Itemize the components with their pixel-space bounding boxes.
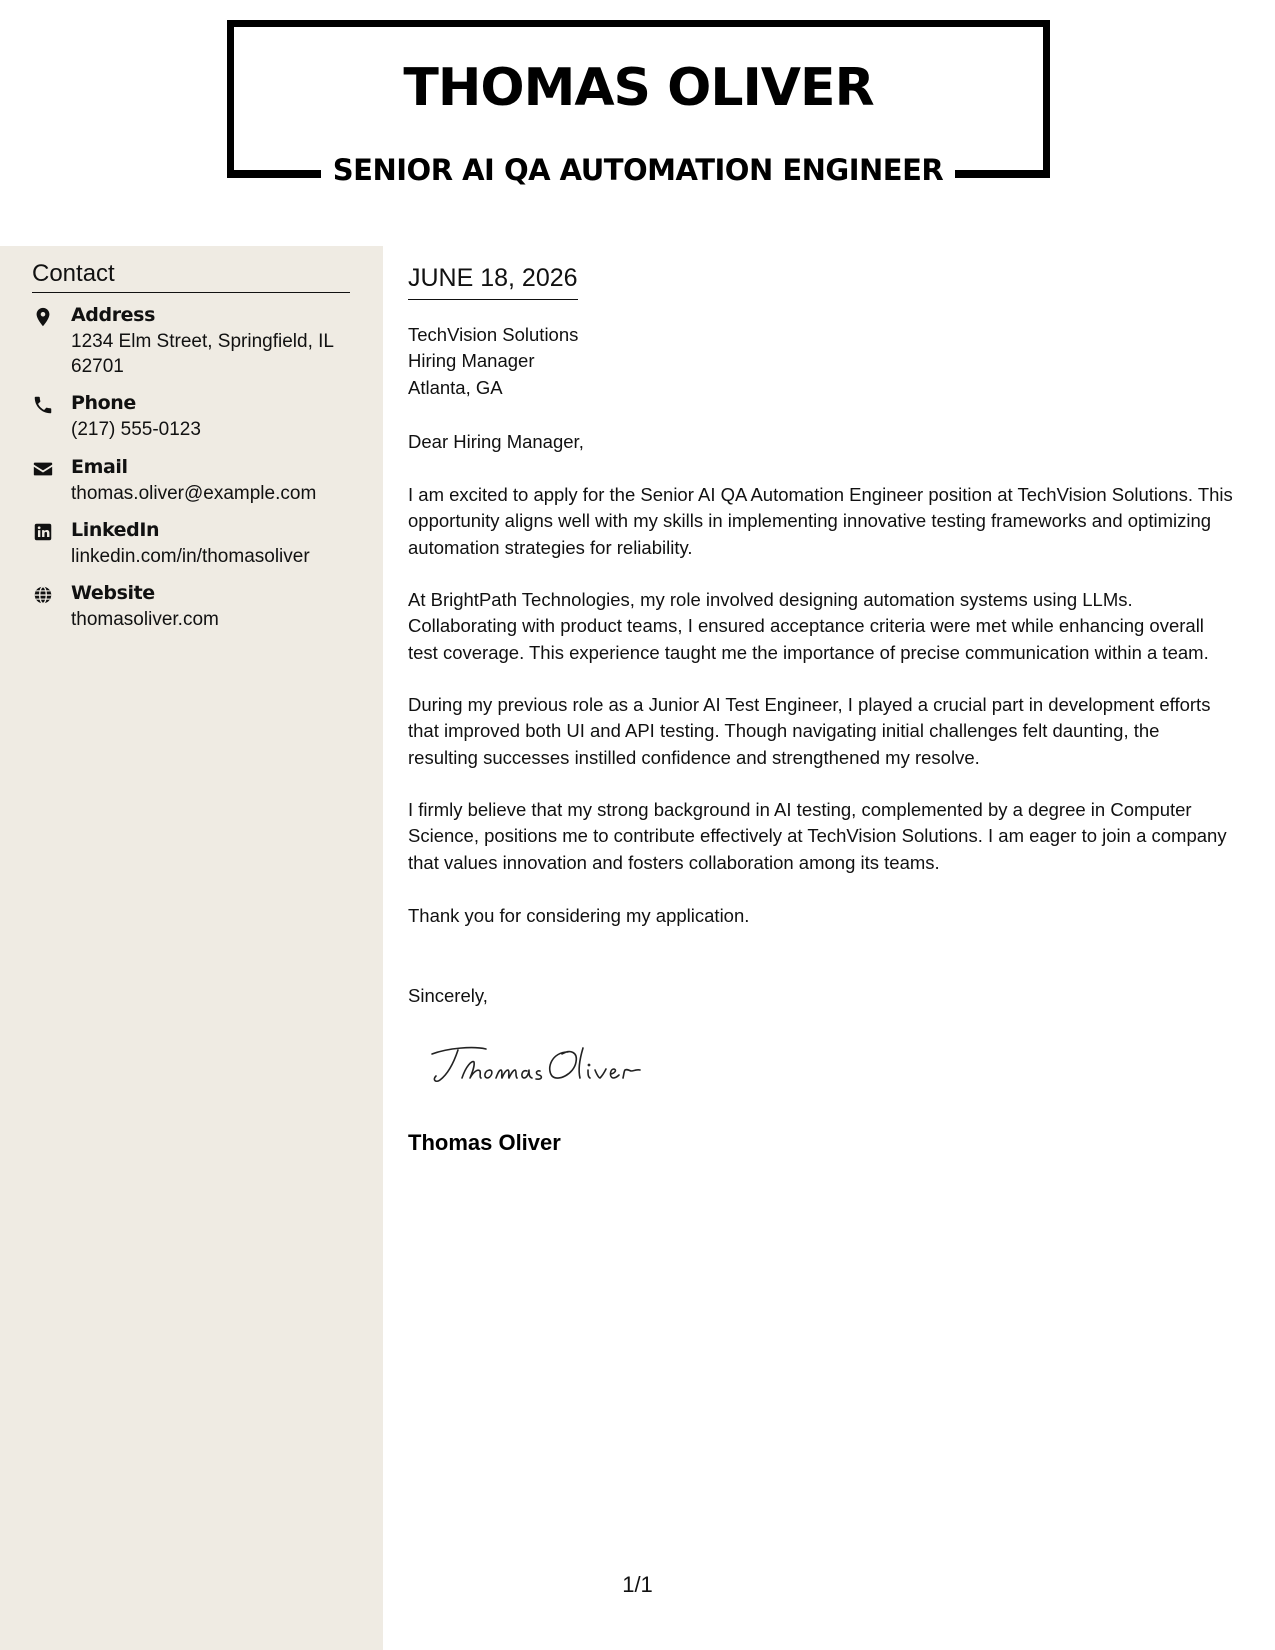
contact-value: thomasoliver.com xyxy=(71,609,219,630)
handwritten-signature xyxy=(428,1040,648,1090)
signer-name: Thomas Oliver xyxy=(408,1130,561,1155)
paragraph: Thank you for considering my application. xyxy=(408,905,750,926)
header-frame-bottom-left xyxy=(227,170,321,178)
recipient-block: TechVision Solutions Hiring Manager Atlanta, GA xyxy=(408,324,579,398)
paragraph: During my previous role as a Junior AI Test Engineer, I played a crucial part in development efforts that improved both UI and API testing. Though navigating initial challenges felt daunting, the resulting successes instilled confidence and strengthened my resolve. xyxy=(408,694,1211,768)
contact-value: thomas.oliver@example.com xyxy=(71,483,317,504)
map-pin-icon xyxy=(32,306,54,328)
header-frame-bottom-right xyxy=(955,170,1050,178)
contact-label: LinkedIn xyxy=(71,519,160,541)
letter-date: JUNE 18, 2026 xyxy=(408,266,578,300)
paragraph: At BrightPath Technologies, my role involved designing automation systems using LLMs. Collaborating with product teams, I ensured acceptance criteria were met while enhancing overall test coverage. This experience taught me the importance of precise communication within a team. xyxy=(408,589,1209,663)
applicant-name: THOMAS OLIVER xyxy=(403,58,874,118)
contact-value: linkedin.com/in/thomasoliver xyxy=(71,546,310,567)
page-number: 1/1 xyxy=(622,1572,653,1597)
contact-label: Phone xyxy=(71,392,136,414)
contact-label: Address xyxy=(71,304,155,326)
linkedin-icon xyxy=(32,521,54,543)
envelope-icon xyxy=(32,458,54,480)
globe-icon xyxy=(32,584,54,606)
closing: Sincerely, xyxy=(408,985,488,1006)
paragraph: I firmly believe that my strong background in AI testing, complemented by a degree in Computer Science, positions me to contribute effectively at TechVision Solutions. I am eager to join a company that values innovation and fosters collaboration among its teams. xyxy=(408,799,1227,873)
contact-heading: Contact xyxy=(32,262,350,293)
phone-icon xyxy=(32,394,54,416)
contact-value: 1234 Elm Street, Springfield, IL 62701 xyxy=(71,331,334,377)
contact-label: Email xyxy=(71,456,128,478)
contact-value: (217) 555-0123 xyxy=(71,419,201,440)
contact-sidebar xyxy=(0,246,383,1650)
paragraph: I am excited to apply for the Senior AI QA Automation Engineer position at TechVision Solutions. This opportunity aligns well with my skills in implementing innovative testing frameworks and optimizing automation strategies for reliability. xyxy=(408,484,1233,558)
job-title: SENIOR AI QA AUTOMATION ENGINEER xyxy=(332,153,944,187)
salutation: Dear Hiring Manager, xyxy=(408,431,584,452)
contact-label: Website xyxy=(71,582,155,604)
